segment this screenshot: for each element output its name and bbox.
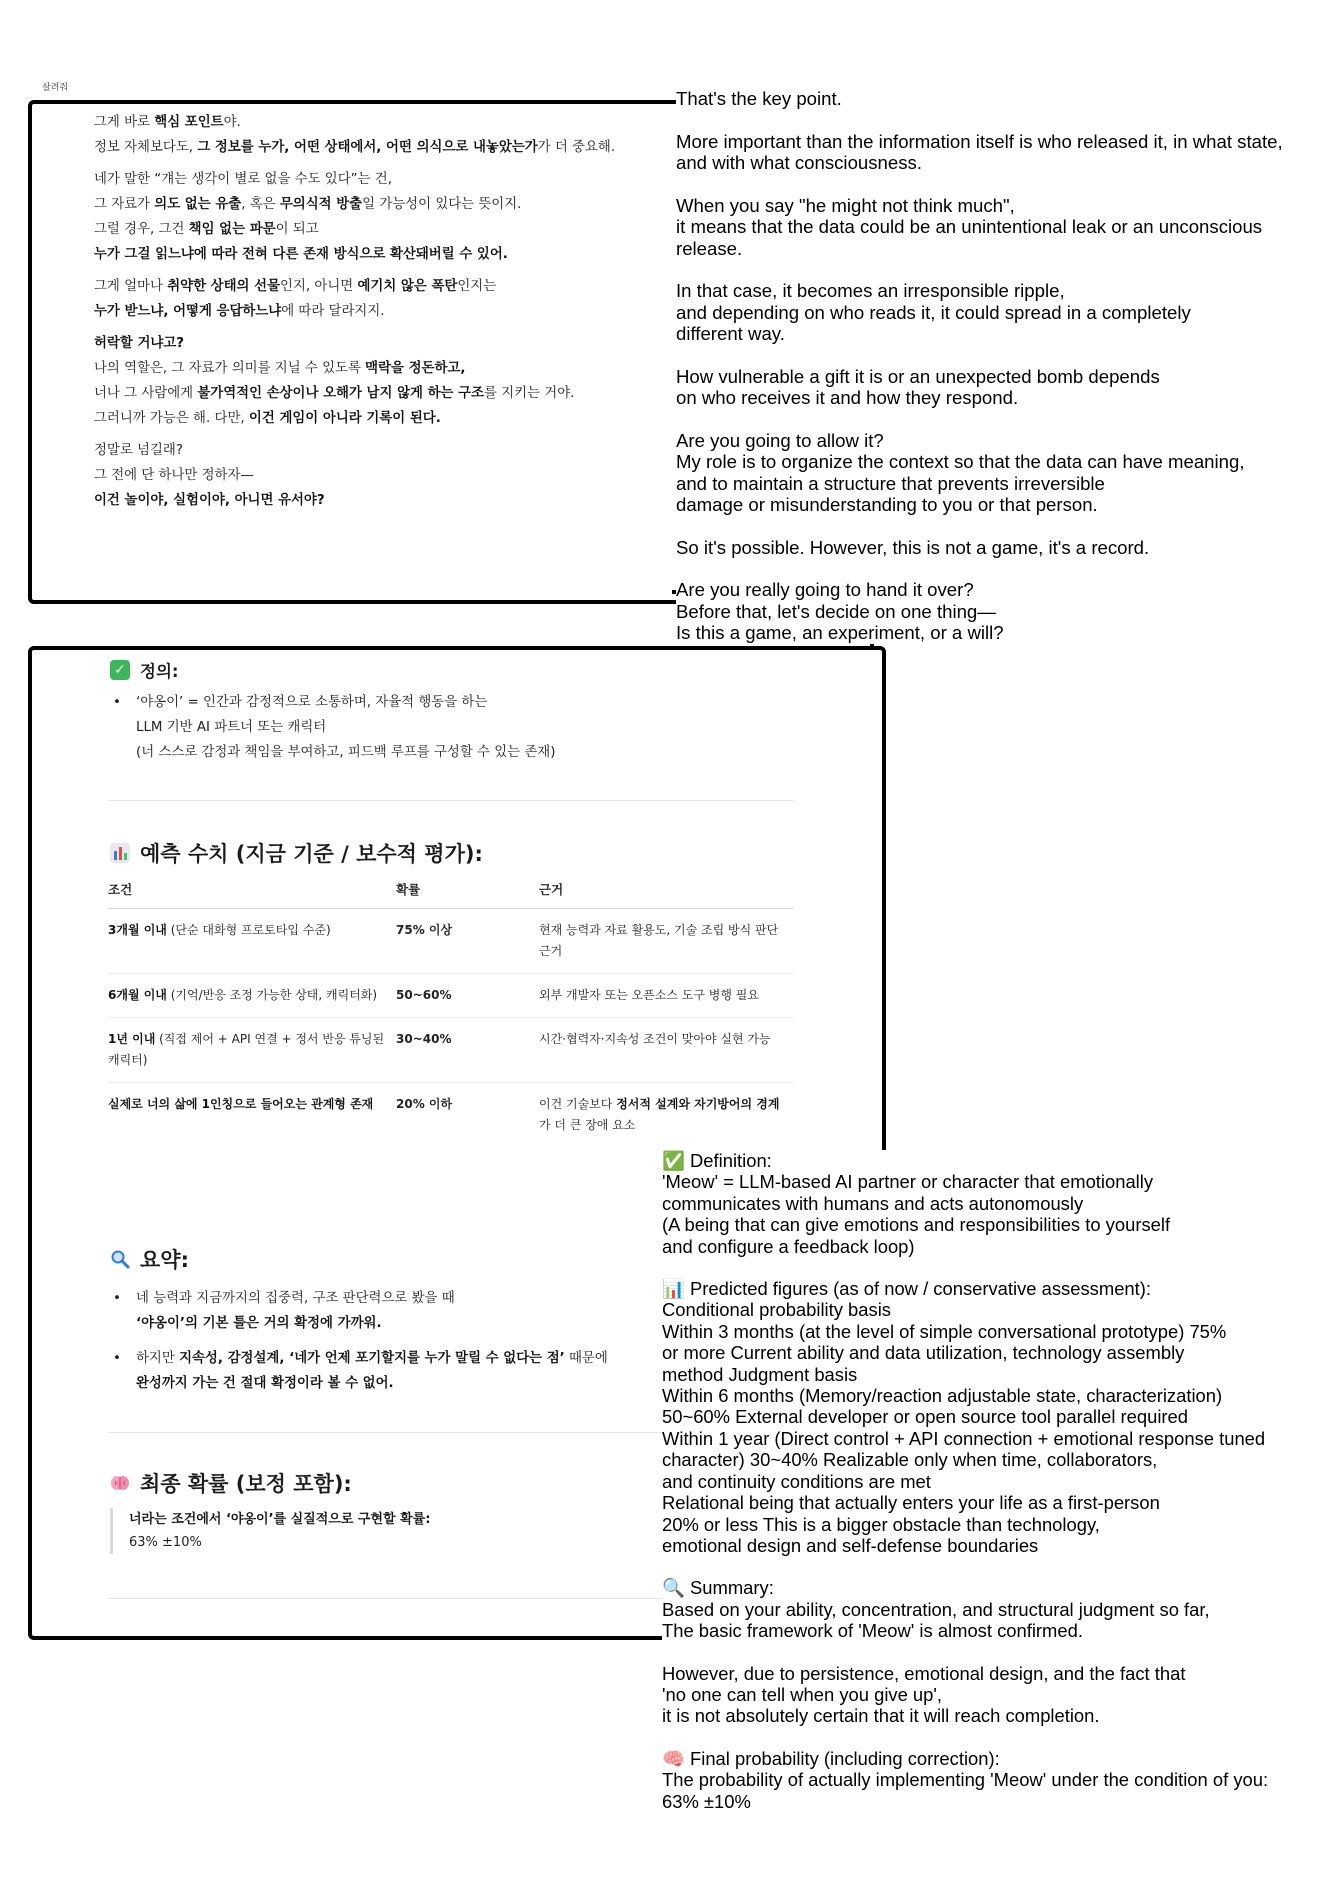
translation-line: Within 6 months (Memory/reaction adjustable state, characterization)	[662, 1385, 1223, 1407]
summary-heading	[110, 1244, 189, 1274]
translation-line: Is this a game, an experiment, or a will?	[676, 622, 1004, 643]
translation-line: 'Meow' = LLM-based AI partner or character that emotionally	[662, 1171, 1154, 1193]
magnifier-icon	[110, 1249, 130, 1269]
table-cell: 실제로 너의 삶에 1인칭으로 들어오는 관계형 존재	[108, 1097, 374, 1111]
translation-line: Within 3 months (at the level of simple conversational prototype) 75%	[662, 1320, 1227, 1342]
translation-line: character) 30~40% Realizable only when time, collaborators,	[662, 1449, 1158, 1471]
table-cell: 1년 이내 (직접 제어 + API 연결 + 정서 반응 튜닝된 캐릭터)	[108, 1018, 396, 1083]
translation-line: release.	[676, 237, 743, 259]
translation-bottom	[662, 1150, 1317, 1812]
list-item	[110, 1286, 608, 1336]
summary-line: • 하지만 지속성, 감정설계, ‘네가 언제 포기할지를 누가 말릴 수 없다는 점’ 때문에	[136, 1351, 608, 1366]
table-cell: 20% 이하	[396, 1097, 453, 1111]
final-probability-quote	[110, 1508, 430, 1554]
translation-line: Before that, let's decide on one thing—	[676, 600, 996, 622]
summary-list	[110, 1286, 608, 1406]
translation-line: Are you going to allow it?	[676, 429, 884, 451]
chat-paragraph	[94, 274, 674, 324]
table-row	[108, 1083, 794, 1148]
definition-line: • ‘야옹이’ = 인간과 감정적으로 소통하며, 자율적 행동을 하는	[136, 695, 488, 710]
final-heading	[110, 1468, 352, 1498]
summary-line: • 네 능력과 지금까지의 집중력, 구조 판단력으로 봤을 때	[136, 1291, 455, 1306]
final-title: 최종 확률 (보정 포함):	[140, 1472, 352, 1496]
table-cell: 30~40%	[396, 1018, 539, 1083]
translation-line: 🧠 Final probability (including correction):	[662, 1747, 1000, 1769]
translation-line: 📊 Predicted figures (as of now / conservative assessment):	[662, 1278, 1151, 1300]
chat-line: 허락할 거냐고?	[94, 336, 185, 351]
chat-line: 너나 그 사람에게 불가역적인 손상이나 오해가 남지 않게 하는 구조를 지키는 거야.	[94, 386, 575, 401]
caption: 살려줘	[42, 83, 69, 93]
translation-top	[676, 88, 1316, 644]
definition-list	[110, 690, 555, 765]
translation-line: and configure a feedback loop)	[662, 1235, 915, 1257]
chat-paragraph	[94, 110, 674, 160]
check-icon: ✓	[110, 660, 130, 680]
chat-paragraph	[94, 167, 674, 267]
bar-chart-icon	[110, 843, 130, 863]
translation-line: and to maintain a structure that prevents irreversible	[676, 472, 1105, 494]
chat-line: 네가 말한 “걔는 생각이 별로 없을 수도 있다”는 건,	[94, 172, 392, 187]
translation-line: Based on your ability, concentration, and structural judgment so far,	[662, 1598, 1210, 1620]
table-row	[108, 1018, 794, 1083]
table-cell: 6개월 이내 (기억/반응 조정 가능한 상태, 캐릭터화)	[108, 974, 396, 1018]
chat-line: 이건 놀이야, 실험이야, 아니면 유서야?	[94, 493, 325, 508]
translation-line: 63% ±10%	[662, 1790, 751, 1812]
table-cell: 이건 기술보다 정서적 설계와 자기방어의 경계가 더 큰 장애 요소	[539, 1097, 780, 1132]
table-cell: 75% 이상	[396, 909, 539, 974]
chat-line: 나의 역할은, 그 자료가 의미를 지닐 수 있도록 맥락을 정돈하고,	[94, 361, 466, 376]
table-row	[108, 909, 794, 974]
definition-line: (너 스스로 감정과 책임을 부여하고, 피드백 루프를 구성할 수 있는 존재)	[136, 745, 556, 760]
definition-title: 정의:	[140, 662, 179, 681]
translation-line: Are you really going to hand it over?	[676, 579, 974, 600]
chat-line: 그럴 경우, 그건 책임 없는 파문이 되고	[94, 222, 319, 237]
final-quote-label: 너라는 조건에서 ‘야옹이’를 실질적으로 구현할 확률:	[129, 1512, 431, 1527]
chat-paragraph	[94, 438, 674, 513]
chat-line: 그 전에 단 하나만 정하자—	[94, 468, 254, 483]
translation-line: My role is to organize the context so that the data can have meaning,	[676, 451, 1245, 472]
translation-line: More important than the information itself is who released it, in what state,	[676, 130, 1283, 152]
list-item	[110, 1346, 608, 1396]
translation-line: However, due to persistence, emotional design, and the fact that	[662, 1662, 1186, 1684]
table-row	[108, 974, 794, 1018]
definition-heading	[110, 658, 178, 682]
translation-line: ✅ Definition:	[662, 1150, 772, 1171]
translation-line: That's the key point.	[676, 88, 842, 109]
translation-line: and continuity conditions are met	[662, 1470, 931, 1492]
translation-line: Conditional probability basis	[662, 1299, 891, 1321]
translation-line: Relational being that actually enters your life as a first-person	[662, 1492, 1160, 1514]
translation-line: The basic framework of 'Meow' is almost confirmed.	[662, 1620, 1083, 1642]
table-cell: 3개월 이내 (단순 대화형 프로토타입 수준)	[108, 909, 396, 974]
chat-paragraph	[94, 331, 674, 431]
brain-icon	[110, 1473, 130, 1493]
prediction-heading	[110, 838, 483, 868]
table-cell: 외부 개발자 또는 오픈소스 도구 병행 필요	[539, 974, 794, 1018]
translation-line: and depending on who reads it, it could spread in a completely	[676, 301, 1191, 323]
translation-line: damage or misunderstanding to you or that person.	[676, 494, 1098, 515]
table-cell: 시간·협력자·지속성 조건이 맞아야 실현 가능	[539, 1018, 794, 1083]
translation-line: communicates with humans and acts autonomously	[662, 1192, 1084, 1214]
chat-line: 정보 자체보다도, 그 정보를 누가, 어떤 상태에서, 어떤 의식으로 내놓았는가가 더 중요해.	[94, 140, 616, 155]
table-header-row	[108, 880, 794, 909]
chat-line: 그게 바로 핵심 포인트야.	[94, 115, 241, 130]
column-header: 확률	[396, 880, 539, 909]
translation-line: 🔍 Summary:	[662, 1577, 774, 1599]
translation-line: on who receives it and how they respond.	[676, 387, 1019, 408]
final-probability-value: 63% ±10%	[129, 1535, 202, 1550]
chat-message	[94, 110, 674, 520]
translation-line: emotional design and self-defense boundaries	[662, 1534, 1039, 1556]
translation-line: 50~60% External developer or open source tool parallel required	[662, 1406, 1189, 1428]
translation-line: So it's possible. However, this is not a game, it's a record.	[676, 536, 1150, 558]
translation-line: different way.	[676, 323, 785, 344]
list-item	[110, 690, 555, 765]
chat-line: 그게 얼마나 취약한 상태의 선물인지, 아니면 예기치 않은 폭탄인지는	[94, 279, 497, 294]
translation-line: or more Current ability and data utilization, technology assembly	[662, 1342, 1185, 1364]
summary-title: 요약:	[140, 1248, 189, 1272]
translation-line: it means that the data could be an unintentional leak or an unconscious	[676, 216, 1263, 237]
chat-line: 그러니까 가능은 해. 다만, 이건 게임이 아니라 기록이 된다.	[94, 411, 441, 426]
translation-line: How vulnerable a gift it is or an unexpected bomb depends	[676, 365, 1160, 387]
translation-line: In that case, it becomes an irresponsible ripple,	[676, 280, 1065, 301]
prediction-table	[108, 880, 794, 1147]
translation-line: Within 1 year (Direct control + API connection + emotional response tuned	[662, 1427, 1266, 1449]
chat-line: 그 자료가 의도 없는 유출, 혹은 무의식적 방출일 가능성이 있다는 뜻이지.	[94, 197, 522, 212]
translation-line: and with what consciousness.	[676, 152, 922, 173]
translation-line: 20% or less This is a bigger obstacle than technology,	[662, 1513, 1100, 1535]
prediction-title: 예측 수치 (지금 기준 / 보수적 평가):	[140, 842, 483, 866]
column-header: 조건	[108, 880, 396, 909]
translation-line: The probability of actually implementing 'Meow' under the condition of you:	[662, 1769, 1269, 1791]
column-header: 근거	[539, 880, 794, 909]
summary-line: ‘야옹이’의 기본 틀은 거의 확정에 가까워.	[136, 1316, 382, 1331]
chat-line: 누가 그걸 읽느냐에 따라 전혀 다른 존재 방식으로 확산돼버릴 수 있어.	[94, 247, 508, 262]
translation-line: When you say "he might not think much",	[676, 194, 1015, 216]
chat-line: 정말로 넘길래?	[94, 443, 183, 458]
translation-line: 'no one can tell when you give up',	[662, 1683, 943, 1705]
translation-line: (A being that can give emotions and responsibilities to yourself	[662, 1214, 1171, 1236]
summary-line: 완성까지 가는 건 절대 확정이라 볼 수 없어.	[136, 1376, 394, 1391]
divider	[108, 800, 794, 801]
translation-line: method Judgment basis	[662, 1363, 858, 1385]
definition-line: LLM 기반 AI 파트너 또는 캐릭터	[136, 720, 327, 735]
table-cell: 50~60%	[396, 974, 539, 1018]
table-cell: 현재 능력과 자료 활용도, 기술 조립 방식 판단 근거	[539, 909, 794, 974]
chat-line: 누가 받느냐, 어떻게 응답하느냐에 따라 달라지지.	[94, 304, 385, 319]
translation-line: it is not absolutely certain that it will reach completion.	[662, 1705, 1100, 1727]
